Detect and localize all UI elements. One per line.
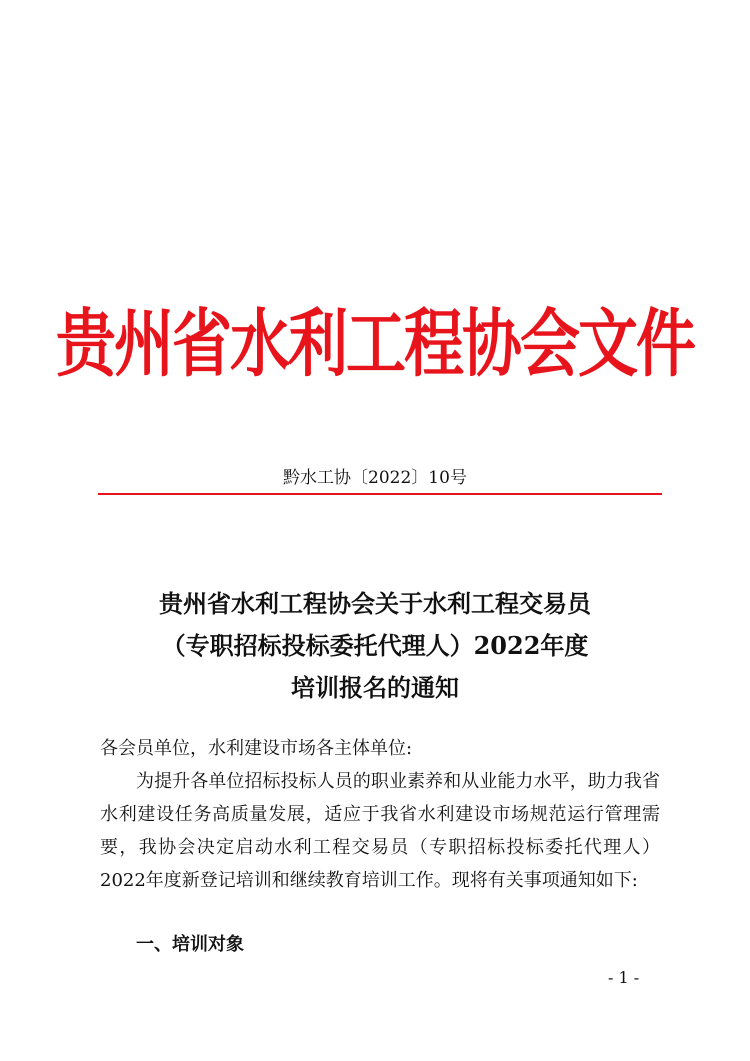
notice-title-line-3: 培训报名的通知 [291,673,459,702]
notice-title-line-1: 贵州省水利工程协会关于水利工程交易员 [159,589,591,618]
notice-title [0,583,750,709]
red-divider-line [98,493,662,495]
page-number: - 1 - [608,968,640,987]
intro-paragraph: 为提升各单位招标投标人员的职业素养和从业能力水平，助力我省水利建设任务高质量发展，适应于我省水利建设市场规范运行管理需要，我协会决定启动水利工程交易员（专职招标投标委托代理人）2022年度新登记培训和继续教育培训工作。现将有关事项通知如下: [100,771,660,891]
section-heading-training-targets: 一、培训对象 [136,934,244,955]
notice-body [100,732,660,897]
document-number: 黔水工协〔2022〕10号 [283,468,467,488]
issuing-organization-header: 贵州省水利工程协会文件 [56,302,694,388]
notice-title-line-2: （专职招标投标委托代理人）2022年度 [161,631,589,660]
salutation: 各会员单位，水利建设市场各主体单位: [100,738,413,759]
